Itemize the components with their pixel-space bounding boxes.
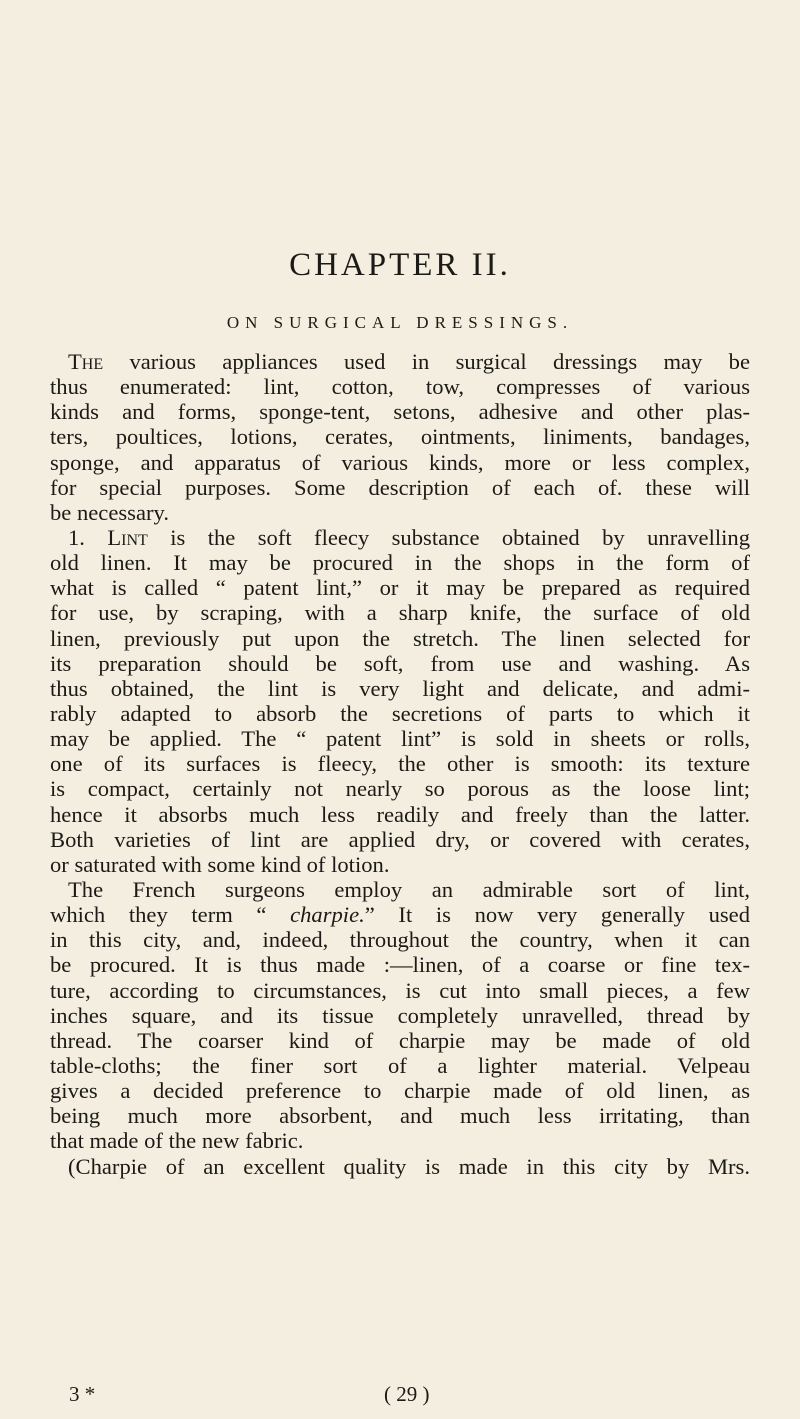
text-line xyxy=(50,374,750,399)
line-text: thus obtained, the lint is very light and delicate, and admi- xyxy=(50,675,750,701)
line-text: for use, by scraping, with a sharp knife, the surface of old xyxy=(50,600,750,626)
line-text: thus enumerated: lint, cotton, tow, compresses of various xyxy=(50,374,750,400)
line-text: Both varieties of lint are applied dry, or covered with cerates, xyxy=(50,826,750,852)
text-line xyxy=(50,626,750,651)
text-line xyxy=(50,651,750,676)
text-line xyxy=(50,726,750,751)
text-line xyxy=(50,827,750,852)
line-text: sponge, and apparatus of various kinds, more or less complex, xyxy=(50,449,750,475)
text-line xyxy=(50,902,750,927)
text-line xyxy=(50,852,750,877)
line-text: (Charpie of an excellent quality is made in this city by Mrs. xyxy=(68,1153,750,1179)
line-text: may be applied. The “ patent lint” is sold in sheets or rolls, xyxy=(50,726,750,752)
line-text: that made of the new fabric. xyxy=(50,1128,304,1154)
text-line xyxy=(50,676,750,701)
text-line xyxy=(50,525,750,550)
line-text: various appliances used in surgical dressings may be xyxy=(103,349,750,374)
text-line xyxy=(50,751,750,776)
text-line xyxy=(50,776,750,801)
line-text: ture, according to circumstances, is cut into small pieces, a few xyxy=(50,977,750,1003)
line-text: what is called “ patent lint,” or it may be prepared as required xyxy=(50,575,750,601)
section-heading: ON SURGICAL DRESSINGS. xyxy=(226,313,574,332)
line-text: for special purposes. Some description of each of. these will xyxy=(50,474,750,500)
line-text: table-cloths; the finer sort of a lighter material. Velpeau xyxy=(50,1052,750,1078)
line-text: be procured. It is thus made :—linen, of a coarse or fine tex- xyxy=(50,952,750,978)
text-line xyxy=(50,952,750,977)
line-text: gives a decided preference to charpie made of old linen, as xyxy=(50,1078,750,1104)
text-line xyxy=(50,1053,750,1078)
text-line xyxy=(50,550,750,575)
text-line xyxy=(50,1154,750,1179)
line-text: hence it absorbs much less readily and freely than the latter. xyxy=(50,801,750,827)
line-text: being much more absorbent, and much less irritating, than xyxy=(50,1103,750,1129)
line-number-prefix: 1. xyxy=(68,524,108,550)
line-text: which they term “ charpie.” It is now very generally used xyxy=(50,902,750,928)
text-line xyxy=(50,1128,750,1153)
text-line xyxy=(50,1003,750,1028)
text-line xyxy=(50,927,750,952)
text-line xyxy=(50,399,750,424)
text-line xyxy=(50,701,750,726)
line-text: is the soft fleecy substance obtained by unravelling xyxy=(147,524,750,550)
small-caps-lead: The xyxy=(68,349,104,374)
text-line xyxy=(50,575,750,600)
text-line xyxy=(50,877,750,902)
text-line xyxy=(50,802,750,827)
line-text: ters, poultices, lotions, cerates, ointments, liniments, bandages, xyxy=(50,424,750,450)
line-text: one of its surfaces is fleecy, the other is smooth: its texture xyxy=(50,751,750,777)
page-footer xyxy=(0,1382,800,1408)
line-text: thread. The coarser kind of charpie may be made of old xyxy=(50,1027,750,1053)
line-text: rably adapted to absorb the secretions of parts to which it xyxy=(50,700,750,726)
text-line xyxy=(50,1028,750,1053)
text-line xyxy=(50,978,750,1003)
text-line xyxy=(50,500,750,525)
text-line xyxy=(50,600,750,625)
line-text: is compact, certainly not nearly so porous as the loose lint; xyxy=(50,776,750,802)
line-text: The French surgeons employ an admirable sort of lint, xyxy=(68,876,750,902)
text-line xyxy=(50,424,750,449)
text-line xyxy=(50,450,750,475)
text-line xyxy=(50,349,750,374)
line-text: its preparation should be soft, from use and washing. As xyxy=(50,650,750,676)
text-line xyxy=(50,1078,750,1103)
line-text: in this city, and, indeed, throughout the country, when it can xyxy=(50,927,750,953)
line-text: be necessary. xyxy=(50,499,169,525)
signature-mark: 3 * xyxy=(69,1382,96,1406)
small-caps-lead: Lint xyxy=(107,524,148,550)
line-text: or saturated with some kind of lotion. xyxy=(50,851,390,877)
line-text: old linen. It may be procured in the shops in the form of xyxy=(50,550,750,576)
line-text: linen, previously put upon the stretch. The linen selected for xyxy=(50,625,750,651)
text-line xyxy=(50,475,750,500)
text-line xyxy=(50,1103,750,1128)
page-number: ( 29 ) xyxy=(384,1382,430,1406)
line-text: kinds and forms, sponge-tent, setons, adhesive and other plas- xyxy=(50,399,750,425)
line-text: inches square, and its tissue completely unravelled, thread by xyxy=(50,1002,750,1028)
chapter-title: CHAPTER II. xyxy=(289,247,511,283)
body-text xyxy=(50,349,750,1179)
